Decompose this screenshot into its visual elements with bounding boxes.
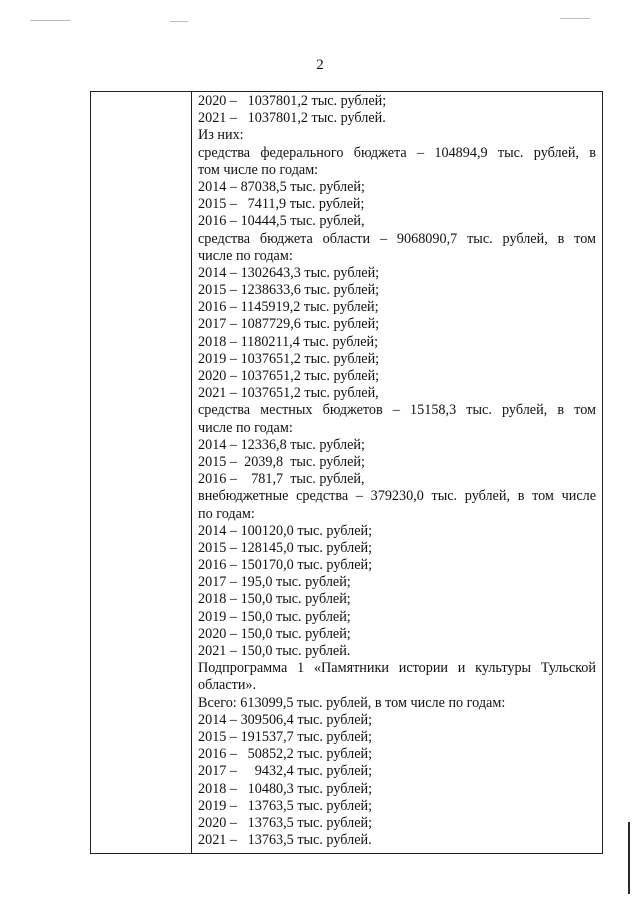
scan-artifact xyxy=(560,18,590,19)
table-left-column xyxy=(91,92,192,853)
document-line: внебюджетные средства – 379230,0 тыс. рублей, в том числе xyxy=(198,488,596,505)
document-line: 2016 – 10444,5 тыс. рублей, xyxy=(198,213,365,230)
document-line: Подпрограмма 1 «Памятники истории и культуры Тульской xyxy=(198,660,596,677)
document-line: 2020 – 13763,5 тыс. рублей; xyxy=(198,814,373,831)
document-line: 2021 – 1037801,2 тыс. рублей. xyxy=(198,110,386,127)
document-line: 2021 – 13763,5 тыс. рублей. xyxy=(198,832,372,849)
scan-edge-mark xyxy=(628,822,630,894)
document-line: Всего: 613099,5 тыс. рублей, в том числе по годам: xyxy=(198,694,506,711)
document-line: по годам: xyxy=(198,505,255,522)
document-line: 2014 – 309506,4 тыс. рублей; xyxy=(198,711,373,728)
document-line: Из них: xyxy=(198,127,244,144)
document-line: средства федерального бюджета – 104894,9 тыс. рублей, в xyxy=(198,144,596,161)
document-line: 2015 – 191537,7 тыс. рублей; xyxy=(198,728,373,745)
document-line: 2014 – 87038,5 тыс. рублей; xyxy=(198,178,365,195)
document-line: 2016 – 781,7 тыс. рублей, xyxy=(198,471,365,488)
document-line: 2021 – 150,0 тыс. рублей. xyxy=(198,643,351,659)
document-line: 2016 – 50852,2 тыс. рублей; xyxy=(198,746,373,763)
table-right-column xyxy=(192,92,602,853)
document-line: 2015 – 1238633,6 тыс. рублей; xyxy=(198,282,380,299)
document-line: 2018 – 10480,3 тыс. рублей; xyxy=(198,780,373,797)
scan-artifact xyxy=(170,21,188,22)
document-line: 2015 – 7411,9 тыс. рублей; xyxy=(198,196,365,213)
document-line: 2017 – 1087729,6 тыс. рублей; xyxy=(198,316,380,333)
document-line: 2020 – 1037651,2 тыс. рублей; xyxy=(198,368,380,384)
document-line: числе по годам: xyxy=(198,247,293,264)
document-line: средства местных бюджетов – 15158,3 тыс. рублей, в том xyxy=(198,402,596,419)
document-line: 2018 – 1180211,4 тыс. рублей; xyxy=(198,333,379,350)
document-line: 2015 – 128145,0 тыс. рублей; xyxy=(198,539,373,556)
document-line: 2014 – 12336,8 тыс. рублей; xyxy=(198,436,365,453)
document-line: 2014 – 100120,0 тыс. рублей; xyxy=(198,522,373,539)
document-line: 2017 – 195,0 тыс. рублей; xyxy=(198,574,351,591)
document-line: области». xyxy=(198,677,257,694)
document-line: 2018 – 150,0 тыс. рублей; xyxy=(198,591,351,608)
document-line: том числе по годам: xyxy=(198,161,319,178)
document-line: числе по годам: xyxy=(198,419,293,436)
document-line: 2019 – 1037651,2 тыс. рублей; xyxy=(198,350,380,367)
document-line: 2019 – 150,0 тыс. рублей; xyxy=(198,608,351,625)
document-line: 2021 – 1037651,2 тыс. рублей, xyxy=(198,385,379,402)
scan-artifact xyxy=(30,20,70,21)
document-line: 2020 – 1037801,2 тыс. рублей; xyxy=(198,93,387,109)
document-line: 2019 – 13763,5 тыс. рублей; xyxy=(198,797,373,814)
document-line: 2020 – 150,0 тыс. рублей; xyxy=(198,625,351,642)
document-line: 2016 – 150170,0 тыс. рублей; xyxy=(198,557,373,574)
document-line: 2015 – 2039,8 тыс. рублей; xyxy=(198,453,365,470)
document-table xyxy=(90,91,603,854)
document-line: 2017 – 9432,4 тыс. рублей; xyxy=(198,763,373,780)
document-line: 2016 – 1145919,2 тыс. рублей; xyxy=(198,299,379,316)
document-line: средства бюджета области – 9068090,7 тыс. рублей, в том xyxy=(198,230,596,247)
page-number: 2 xyxy=(316,57,324,73)
document-line: 2014 – 1302643,3 тыс. рублей; xyxy=(198,264,380,281)
